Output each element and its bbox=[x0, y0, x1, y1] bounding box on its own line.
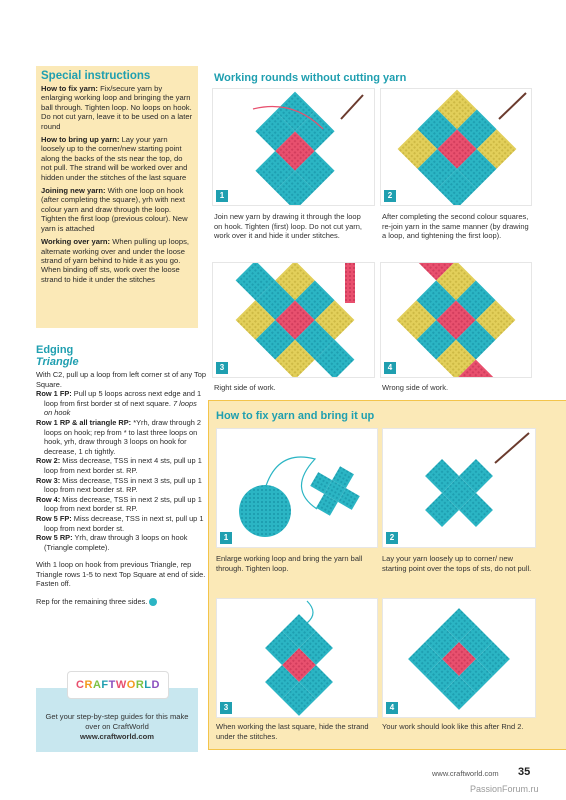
knitted-square-image bbox=[217, 599, 377, 717]
special-item-bring-up-yarn: How to bring up yarn: Lay your yarn loosely up to the corner/new starting point along the backs of the sts near the top, do not pull. The strand will be worked over and hidden under the stitches of the last square bbox=[41, 135, 188, 182]
fix-caption-1: Enlarge working loop and bring the yarn ball through. Tighten loop. bbox=[216, 554, 363, 573]
fix-caption-4: Your work should look like this after Rnd 2. bbox=[382, 722, 524, 731]
rounds-photo-1 bbox=[212, 88, 375, 206]
edging-row: Row 5 FP: Miss decrease, TSS in next st, pull up 1 loop from next border st. bbox=[36, 513, 204, 533]
rounds-caption-3: Right side of work. bbox=[214, 383, 276, 392]
step-number: 1 bbox=[220, 532, 232, 544]
edging-final: Rep for the remaining three sides. bbox=[36, 597, 206, 607]
edging-subtitle: Triangle bbox=[36, 356, 79, 368]
edging-row: Row 1 FP: Pull up 5 loops across next edge and 1 loop from first border st of next square. 7 loops on hook bbox=[36, 389, 202, 418]
rounds-photo-2 bbox=[380, 88, 532, 206]
fix-photo-4 bbox=[382, 598, 536, 718]
edging-row: Row 4: Miss decrease, TSS in next 2 sts, pull up 1 loop from next border st. RP. bbox=[36, 494, 202, 514]
step-number: 2 bbox=[384, 190, 396, 202]
knitted-cross-image bbox=[383, 429, 535, 547]
step-number: 3 bbox=[220, 702, 232, 714]
yarn-ball-icon bbox=[149, 598, 157, 606]
step-number: 4 bbox=[386, 702, 398, 714]
edging-row: Row 5 RP: Yrh, draw through 3 loops on hook (Triangle complete). bbox=[36, 533, 188, 552]
fix-photo-3 bbox=[216, 598, 378, 718]
step-number: 4 bbox=[384, 362, 396, 374]
special-item-working-over: Working over yarn: When pulling up loops, alternate working over and under the loose strand of yarn behind to hide it as you go. When binding off sts, work over the loose strand to hide it under the stitches bbox=[41, 237, 190, 284]
edging-row: Row 2: Miss decrease, TSS in next 4 sts, pull up 1 loop from next border st. RP. bbox=[36, 456, 202, 475]
promo-url[interactable]: www.craftworld.com bbox=[80, 732, 154, 741]
edging-section bbox=[36, 344, 206, 607]
rounds-photo-4 bbox=[380, 262, 532, 378]
knitted-square-image bbox=[381, 263, 531, 377]
rounds-caption-2: After completing the second colour squares, re-join yarn in the same manner (by drawing a loop, and tightening the first loop). bbox=[382, 212, 529, 241]
step-number: 3 bbox=[216, 362, 228, 374]
fix-photo-2 bbox=[382, 428, 536, 548]
fix-caption-3: When working the last square, hide the strand under the stitches. bbox=[216, 722, 369, 741]
fix-caption-2: Lay your yarn loosely up to corner/ new starting point over the tops of sts, do not pull. bbox=[382, 554, 532, 573]
knitted-square-image bbox=[213, 89, 374, 205]
step-number: 2 bbox=[386, 532, 398, 544]
craftworld-logo: CRAFTWORLD bbox=[68, 672, 168, 698]
special-item-fix-yarn: How to fix yarn: Fix/secure yarn by enlarging working loop and bringing the yarn ball through. Tighten loop. No loops on hook. Do not cut yarn, leave it to be used on a later round bbox=[41, 84, 193, 131]
special-instructions-box bbox=[36, 66, 198, 328]
edging-title: Edging bbox=[36, 344, 74, 356]
page-number: 35 bbox=[518, 766, 531, 778]
yarn-ball-and-square-image bbox=[217, 429, 377, 547]
footer-url[interactable]: www.craftworld.com bbox=[432, 769, 499, 778]
step-number: 1 bbox=[216, 190, 228, 202]
special-instructions-title: Special instructions bbox=[41, 70, 151, 82]
knitted-square-image bbox=[383, 599, 535, 717]
knitted-square-image bbox=[381, 89, 531, 205]
rounds-caption-4: Wrong side of work. bbox=[382, 383, 449, 392]
edging-intro: With C2, pull up a loop from left corner st of any Top Square. bbox=[36, 370, 206, 389]
edging-row: Row 1 RP & all triangle RP: *Yrh, draw through 2 loops on hook; rep from * to last three loops on hook, yrh, draw through 3 loops on hook for decrease, 1 ch tightly. bbox=[36, 417, 201, 456]
special-item-joining-yarn: Joining new yarn: With one loop on hook (after completing the square), yrh with next colour yarn and draw through the loop. Tighten the first loop (previous colour). New yarn is attached bbox=[41, 186, 188, 233]
watermark: PassionForum.ru bbox=[470, 784, 539, 794]
promo-text: Get your step-by-step guides for this make over on CraftWorld bbox=[45, 712, 189, 731]
rounds-title: Working rounds without cutting yarn bbox=[214, 72, 407, 84]
craftworld-promo bbox=[36, 679, 198, 752]
rounds-photo-3 bbox=[212, 262, 375, 378]
fix-photo-1 bbox=[216, 428, 378, 548]
fix-title: How to fix yarn and bring it up bbox=[216, 410, 375, 422]
edging-row: Row 3: Miss decrease, TSS in next 3 sts, pull up 1 loop from next border st. RP. bbox=[36, 475, 202, 495]
knitted-square-image bbox=[213, 263, 374, 377]
rounds-caption-1: Join new yarn by drawing it through the loop on hook. Tighten (first) loop. Do not cut yarn, work over it and hide it under stitches. bbox=[214, 212, 362, 241]
edging-outro: With 1 loop on hook from previous Triangle, rep Triangle rows 1-5 to next Top Square at end of side. Fasten off. bbox=[36, 560, 206, 589]
